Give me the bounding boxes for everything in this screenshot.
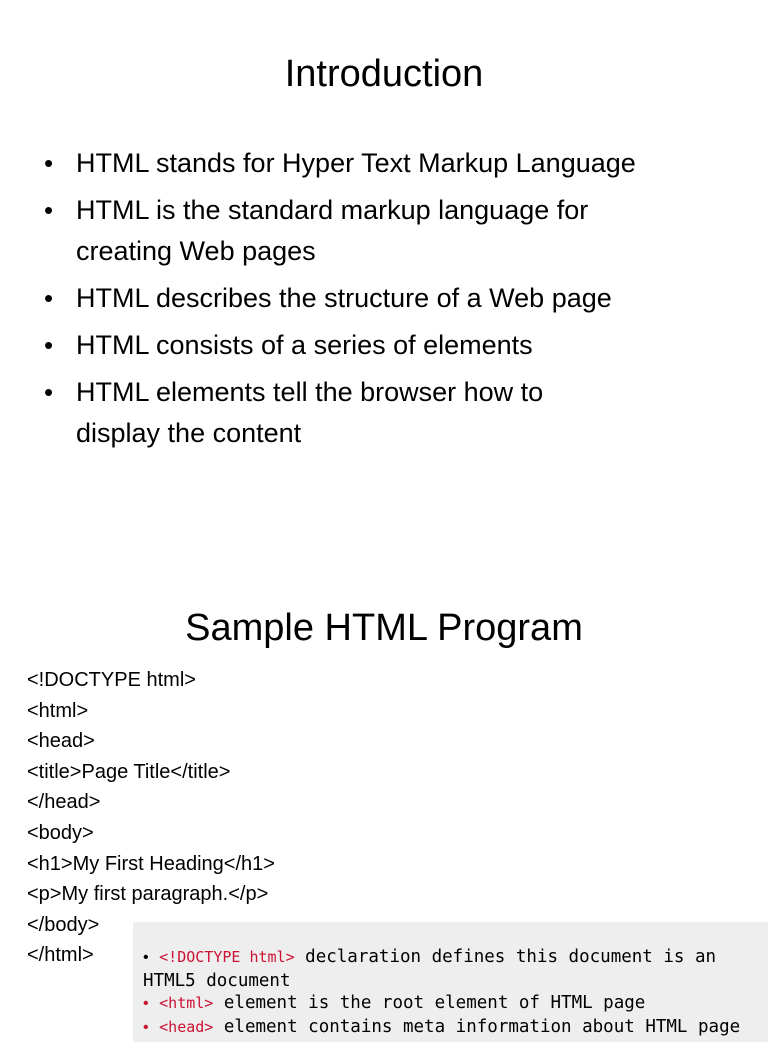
note-text: HTML5 document (143, 970, 291, 991)
code-line: <body> (27, 821, 94, 844)
note-bullet: • (143, 995, 149, 1012)
note-bullet: • (143, 949, 149, 966)
note-line (143, 1016, 760, 1040)
bullet-item (44, 325, 734, 366)
code-line: </body> (27, 913, 100, 936)
bullet-dot: • (44, 283, 54, 313)
code-line: <h1>My First Heading</h1> (27, 852, 275, 875)
bullet-list (44, 143, 734, 460)
slide-title: Introduction (284, 53, 484, 95)
bullet-text: HTML elements tell the browser how to display the content (76, 377, 544, 448)
note-tag: <!DOCTYPE html> (159, 948, 295, 966)
note-tag: <html> (159, 994, 214, 1012)
note-tag: <head> (159, 1017, 214, 1036)
note-text: element is the root element of HTML page (213, 993, 646, 1013)
bullet-dot: • (44, 377, 54, 407)
bullet-item (44, 372, 734, 454)
bullet-text: HTML describes the structure of a Web page (76, 283, 612, 313)
note-line (143, 970, 760, 993)
code-line: <html> (27, 699, 89, 722)
slide-introduction (0, 0, 768, 512)
bullet-text: HTML stands for Hyper Text Markup Language (76, 148, 636, 178)
bullet-dot: • (44, 195, 54, 225)
note-line (143, 992, 760, 1016)
bullet-text: HTML is the standard markup language for creating Web pages (76, 195, 589, 266)
code-line: <!DOCTYPE html> (27, 669, 196, 691)
note-bullet: • (143, 1018, 149, 1036)
bullet-text: HTML consists of a series of elements (76, 330, 533, 360)
code-line: <p>My first paragraph.</p> (27, 883, 269, 906)
code-line: <title>Page Title</title> (27, 760, 231, 783)
note-line (143, 946, 760, 970)
code-line: </head> (27, 791, 101, 814)
code-line: </html> (27, 944, 94, 967)
code-line: <head> (27, 730, 95, 753)
bullet-dot: • (44, 148, 54, 178)
explanation-box (133, 922, 768, 1042)
bullet-item (44, 143, 734, 184)
slide-title: Sample HTML Program (185, 607, 583, 649)
slide-sample-html-program (0, 512, 768, 1037)
note-text: element contains meta information about HTML page (213, 1016, 741, 1037)
bullet-item (44, 278, 734, 319)
note-text: declaration defines this document is an (294, 947, 717, 967)
bullet-item (44, 190, 734, 272)
bullet-dot: • (44, 330, 54, 360)
